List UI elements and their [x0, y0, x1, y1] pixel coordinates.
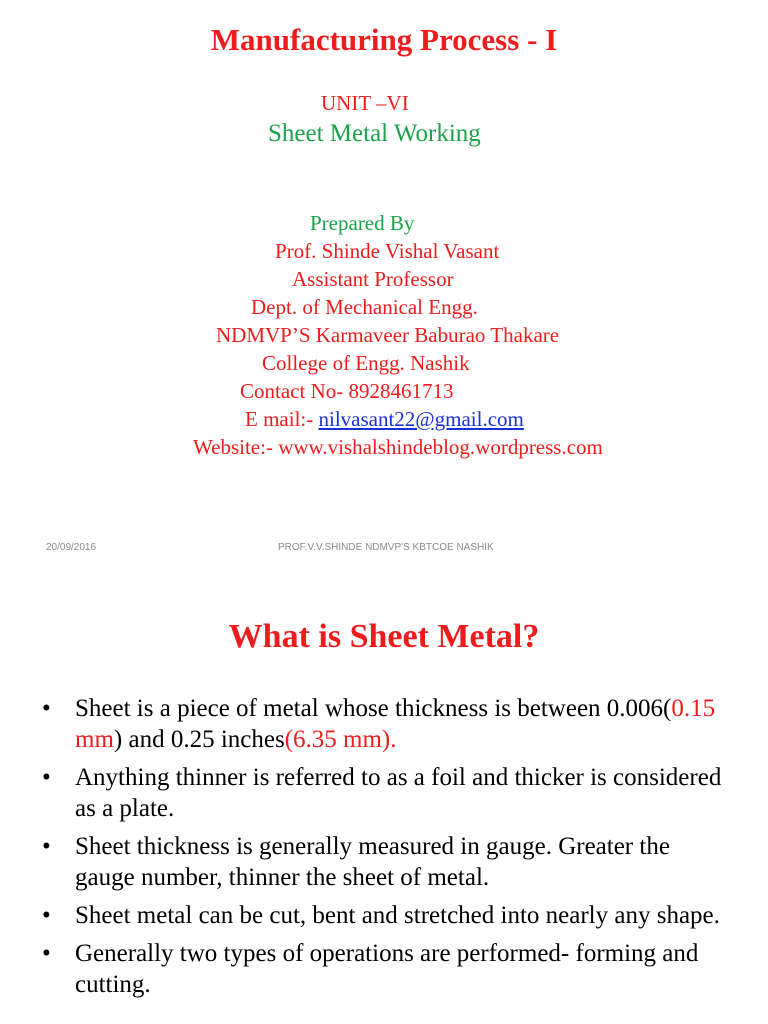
- list-item: [0, 693, 728, 755]
- list-item: [0, 762, 728, 824]
- slide-subtitle: Sheet Metal Working: [268, 120, 481, 147]
- contact-number: Contact No- 8928461713: [240, 379, 454, 403]
- prepared-by-label: Prepared By: [310, 211, 415, 235]
- bullet-text: ) and 0.25 inches: [113, 726, 285, 753]
- bullet-text: Generally two types of operations are performed- forming and cutting.: [75, 940, 699, 998]
- bullet-text: Sheet is a piece of metal whose thickness is between 0.006(: [75, 695, 672, 722]
- email-label: E mail:-: [245, 407, 319, 431]
- bullet-icon: •: [42, 833, 51, 860]
- list-item: [0, 900, 728, 931]
- email-link[interactable]: nilvasant22@gmail.com: [318, 407, 524, 431]
- author-designation: Assistant Professor: [292, 267, 454, 291]
- website-line: Website:- www.vishalshindeblog.wordpress.com: [193, 435, 603, 459]
- content-slide: [0, 575, 768, 1024]
- institute-line-2: College of Engg. Nashik: [262, 351, 470, 375]
- unit-label: UNIT –VI: [321, 91, 409, 115]
- author-name: Prof. Shinde Vishal Vasant: [275, 239, 500, 263]
- bullet-icon: •: [42, 940, 51, 967]
- list-item: [0, 831, 728, 893]
- bullet-icon: •: [42, 695, 51, 722]
- bullet-icon: •: [42, 764, 51, 791]
- bullet-text: Anything thinner is referred to as a foil and thicker is considered as a plate.: [75, 764, 722, 822]
- footer-author: PROF.V.V.SHINDE NDMVP'S KBTCOE NASHIK: [278, 542, 494, 553]
- institute-line-1: NDMVP’S Karmaveer Baburao Thakare: [216, 323, 560, 347]
- slide-title: Manufacturing Process - I: [210, 22, 558, 57]
- author-department: Dept. of Mechanical Engg.: [251, 295, 478, 319]
- bullet-icon: •: [42, 902, 51, 929]
- bullet-text: Sheet metal can be cut, bent and stretched into nearly any shape.: [75, 902, 720, 929]
- email-line: [245, 407, 524, 432]
- list-item: [0, 938, 728, 1000]
- bullet-text: Sheet thickness is generally measured in gauge. Greater the gauge number, thinner the sheet of metal.: [75, 833, 670, 891]
- bullet-highlight: (6.35 mm).: [284, 726, 397, 753]
- slide-title: What is Sheet Metal?: [228, 618, 540, 655]
- bullet-list: [0, 693, 768, 1007]
- footer-date: 20/09/2016: [46, 542, 97, 553]
- bullet-highlight: 0.15 mm: [75, 695, 716, 753]
